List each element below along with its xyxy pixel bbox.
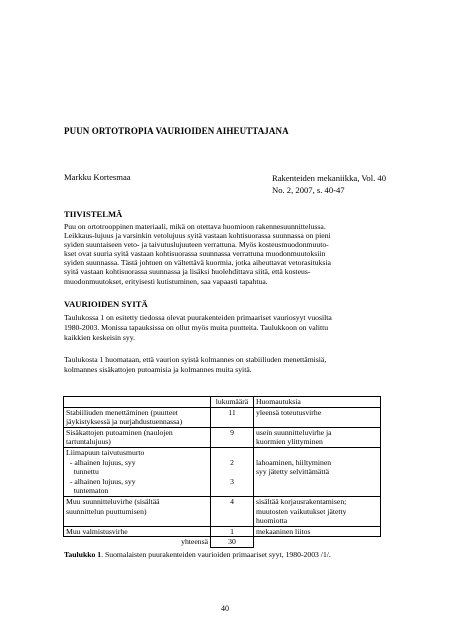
abstract-line: syiden suunnassa. Tästä johtuen on vältettävä kuormia, jotka aiheuttavat vetorasituksia [64,258,331,268]
note-cell: usein suunnitteluvirhe ja kuormien ylittyminen [254,427,381,447]
paragraph-line: 1980-2003. Monissa tapauksissa on ollut myös muita puutteita. Taulukkoon on valittu [64,322,329,332]
table-row [64,496,381,526]
total-label: yhteensä [64,537,211,548]
abstract-line: kset ovat suuria syitä vastaan kohtisuorassa suunnassa verrattuna muodonmuutoksiin [64,249,326,259]
table-caption [64,550,331,559]
cause-cell: Muu valmistusvirhe [64,526,211,537]
table-header-cell: lukumäärä [211,397,254,408]
page-number: 40 [221,604,229,613]
caption-label: Taulukko 1 [64,550,102,559]
note-cell: mekaaninen liitos [254,526,381,537]
section-heading: VAURIOIDEN SYITÄ [64,299,148,309]
count-cell: 2 3 [211,447,254,496]
count-cell: 9 [211,427,254,447]
note-cell: yleensä toteutusvirhe [254,407,381,427]
table-row [64,427,381,447]
abstract-heading: TIIVISTELMÄ [64,209,123,219]
paragraph-line: Taulukossa 1 on esitetty tiedossa olevat puurakenteiden primaariset vauriosyyt vuosilta [64,313,332,322]
paragraph-line: kolmannes sisäkattojen putoamisia ja kolmannes muita syitä. [64,364,252,374]
abstract-line: muodonmuutokset, erityisesti kutistuminen, saa vapaasti tapahtua. [64,276,268,286]
paper-title: PUUN ORTOTROPIA VAURIOIDEN AIHEUTTAJANA [64,126,289,136]
author-name: Markku Kortesmaa [64,172,131,182]
section-paragraph-1 [64,313,394,342]
paragraph-line: Taulukosta 1 huomataan, että vaurion syistä kolmannes on stabiiliuden menettämisiä, [64,355,327,364]
count-cell: 1 [211,526,254,537]
abstract-line: syiden suuntaiseen veto- ja taivutuslujuuteen verrattuna. Myös kosteusmuodonmuuto- [64,240,329,250]
paragraph-line: kaikkien keskeisin syy. [64,332,136,342]
total-empty-cell [254,537,381,548]
journal-line-1: Rakenteiden mekaniikka, Vol. 40 [272,173,387,183]
cause-cell: Muu suunnitteluvirhe (sisältää suunnittelun puuttumisen) [64,496,211,526]
note-cell: lahoaminen, hiiltyminen syy jätetty selvittämättä [254,447,381,496]
abstract-text [64,222,394,286]
table-header-row [64,397,381,408]
caption-text: . Suomalaisten puurakenteiden vaurioiden primaariset syyt, 1980-2003 /1/. [101,550,331,559]
abstract-line: Leikkaus-lujuus ja varsinkin vetolujuus syitä vastaan kohtisuorassa suunnassa on pieni [64,231,331,241]
table-total-row [64,537,381,548]
table-header-cell [64,397,211,408]
table-row [64,526,381,537]
total-value: 30 [211,537,254,548]
count-cell: 11 [211,407,254,427]
table-header-cell: Huomautuksia [254,397,381,408]
abstract-line: syitä vastaan kohtisuorassa suunnassa ja lisäksi huolehdittava siitä, että kosteus- [64,267,311,277]
cause-cell: Stabiiliuden menettäminen (puutteet jäykistyksessä ja nurjahdustuennassa) [64,407,211,427]
journal-line-2: No. 2, 2007, s. 40-47 [272,185,345,195]
table-row [64,407,381,427]
cause-cell: Liimapuun taivutusmurto - alhainen lujuus, syy tunnettu - alhainen lujuus, syy tuntematon [64,447,211,496]
table-row [64,447,381,496]
section-paragraph-2 [64,355,394,375]
causes-table [63,396,381,548]
note-cell: sisältää korjausrakentamisen; muutosten vaikutukset jätetty huomiotta [254,496,381,526]
count-cell: 4 [211,496,254,526]
abstract-line: Puu on ortotrooppinen materiaali, mikä on otettava huomioon rakennesuunnittelussa. [64,222,326,231]
cause-cell: Sisäkattojen putoaminen (naulojen tartuntalujuus) [64,427,211,447]
journal-reference [272,172,386,196]
